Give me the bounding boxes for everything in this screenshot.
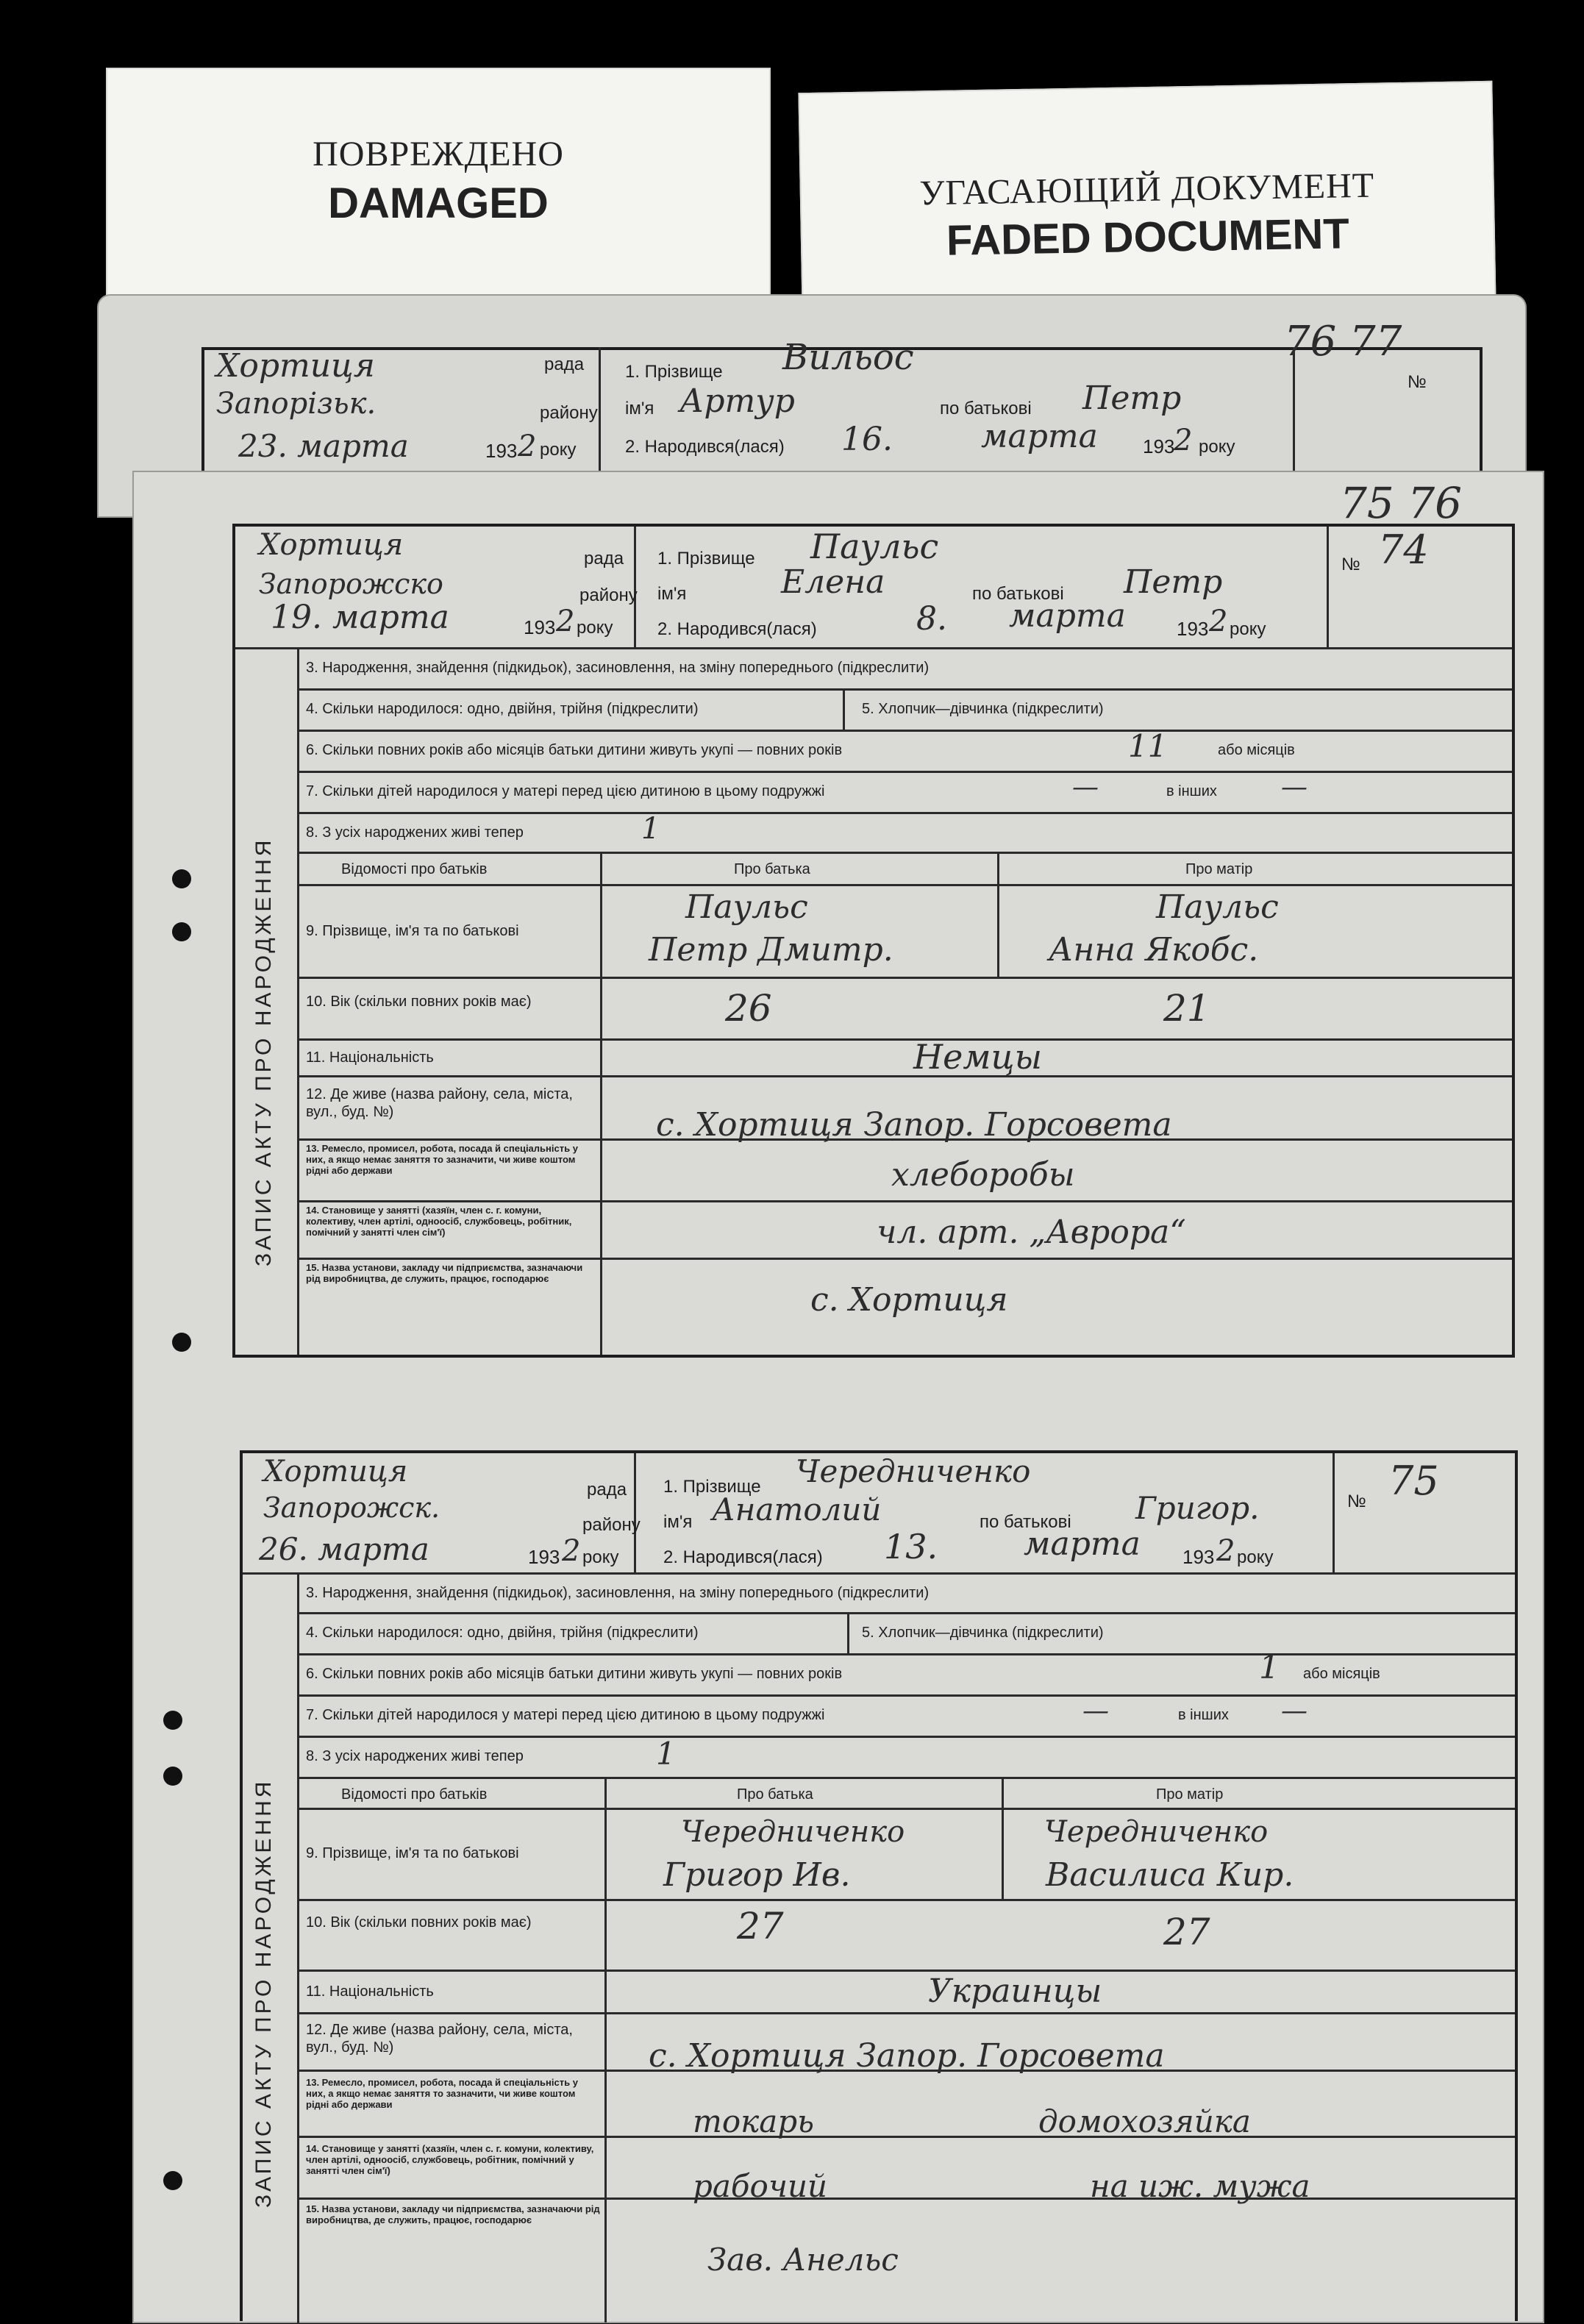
r1-name-label: ім'я	[657, 584, 687, 604]
punch-hole	[172, 922, 191, 941]
damaged-notice	[106, 68, 771, 321]
r1-mother-name-2: Анна Якобс.	[1049, 931, 1259, 969]
r2-father-name-2: Григор Ив.	[663, 1856, 851, 1894]
r2-raion-value: Запорожск.	[263, 1491, 440, 1524]
r2-surname-label: 1. Прізвище	[663, 1477, 761, 1497]
back-patronymic-label: по батькові	[940, 399, 1032, 418]
r2-born-month: марта	[1024, 1525, 1141, 1563]
r1-father-name-2: Петр Дмитр.	[649, 931, 893, 969]
punch-hole	[172, 869, 191, 888]
r1-roku-label: року	[577, 618, 613, 638]
r1-year-prefix: 193	[524, 616, 556, 638]
back-patronymic-value: Петр	[1082, 379, 1182, 417]
r1-row7: 7. Скільки дітей народилося у матері перед цією дитиною в цьому подружжі	[306, 783, 825, 799]
r2-rada-label: рада	[587, 1480, 627, 1500]
faded-notice	[798, 81, 1496, 316]
r1-position: чл. арт. „Аврора“	[877, 1213, 1186, 1251]
r2-year-digit: 2	[562, 1534, 581, 1568]
r2-nationality: Украинцы	[928, 1972, 1102, 2010]
back-born-year-digit: 2	[1174, 424, 1193, 457]
r1-surname-value: Паульс	[810, 527, 939, 566]
back-roku-label: року	[540, 440, 577, 460]
punch-hole	[163, 1767, 182, 1786]
r2-father-occupation: токарь	[693, 2103, 814, 2139]
back-rada-value: Хортиця	[216, 347, 375, 385]
r2-row14: 14. Становище у занятті (хазяїн, член с. г. комуни, колективу, член артілі, одноосіб, службовець, робітник, помічний у занятті член сім'ї)	[306, 2143, 594, 2176]
r2-col-info: Відомості про батьків	[341, 1786, 488, 1803]
r2-row11: 11. Національність	[306, 1983, 434, 2000]
r1-workplace: с. Хортиця	[810, 1281, 1008, 1319]
r1-residence: с. Хортиця Запор. Горсовета	[656, 1106, 1172, 1144]
r2-name-value: Анатолий	[712, 1491, 882, 1528]
r1-born-roku: року	[1230, 619, 1266, 639]
r2-row7: 7. Скільки дітей народилося у матері перед цією дитиною в цьому подружжі	[306, 1707, 825, 1723]
r1-row10: 10. Вік (скільки повних років має)	[306, 994, 532, 1010]
r1-born-month: марта	[1009, 597, 1126, 635]
r1-born-label: 2. Народився(лася)	[657, 619, 817, 639]
r1-row14: 14. Становище у занятті (хазяїн, член с. г. комуни, колективу, член артілі, одноосіб, службовець, робітник, помічний у занятті член сім'ї)	[306, 1205, 572, 1238]
r2-row13: 13. Ремесло, промисел, робота, посада й спеціальність у них, а якщо немає заняття то зазначити, чи живе коштом рідні або держави	[306, 2077, 578, 2110]
r2-mother-name-1: Чередниченко	[1044, 1815, 1269, 1849]
r1-rada-label: рада	[584, 549, 624, 568]
punch-hole	[163, 1711, 182, 1730]
back-name-value: Артур	[679, 382, 795, 420]
r1-year-digit: 2	[556, 605, 575, 638]
back-date-value: 23. марта	[238, 428, 409, 464]
r2-surname-value: Чередниченко	[796, 1453, 1031, 1489]
record-1-side-title: ЗАПИС АКТУ ПРО НАРОДЖЕННЯ	[251, 837, 276, 1266]
faded-notice-ru: УГАСАЮЩИЙ ДОКУМЕНТ	[919, 165, 1375, 213]
r1-number-label: №	[1341, 555, 1360, 574]
r2-mother-age: 27	[1163, 1911, 1210, 1953]
r1-number-value: 74	[1378, 527, 1429, 573]
r1-col-info: Відомості про батьків	[341, 861, 488, 877]
back-born-year-prefix: 193	[1143, 435, 1175, 457]
r2-row9: 9. Прізвище, ім'я та по батькові	[306, 1845, 519, 1861]
damaged-notice-en: DAMAGED	[328, 179, 549, 227]
r2-rada-value: Хортиця	[263, 1455, 408, 1489]
r2-row6: 6. Скільки повних років або місяців батьки дитини живуть укупі — повних років	[306, 1666, 843, 1682]
back-page-number: 76 77	[1284, 318, 1402, 366]
r1-rada-value: Хортиця	[259, 528, 404, 562]
r2-children-other: —	[1281, 1696, 1307, 1726]
r1-surname-label: 1. Прізвище	[657, 549, 755, 568]
r2-row4: 4. Скільки народилося: одно, двійня, трійня (підкреслити)	[306, 1625, 699, 1641]
back-born-roku: року	[1199, 437, 1235, 457]
r2-father-position: рабочий	[693, 2168, 828, 2204]
back-surname-label: 1. Прізвище	[625, 362, 723, 382]
back-born-month: марта	[981, 418, 1098, 455]
r1-children-other: —	[1281, 772, 1307, 802]
back-name-label: ім'я	[625, 399, 654, 418]
r1-patronymic-value: Петр	[1124, 563, 1223, 601]
back-rada-label: рада	[544, 354, 585, 374]
r2-row10: 10. Вік (скільки повних років має)	[306, 1914, 532, 1931]
r2-born-day: 13.	[884, 1527, 938, 1566]
r2-father-name-1: Чередниченко	[681, 1815, 905, 1849]
r1-raion-value: Запорожско	[259, 568, 443, 600]
r2-father-age: 27	[737, 1905, 784, 1947]
r1-row8: 8. З усіх народжених живі тепер	[306, 824, 524, 841]
r1-col-father: Про батька	[734, 861, 810, 877]
back-number-label: №	[1408, 372, 1427, 392]
r1-date-value: 19. марта	[271, 599, 449, 636]
back-born-day: 16.	[841, 421, 893, 458]
r2-mother-occupation: домохозяйка	[1038, 2103, 1251, 2139]
r1-raion-label: району	[579, 585, 638, 605]
r2-born-label: 2. Народився(лася)	[663, 1547, 823, 1567]
r2-col-father: Про батька	[737, 1786, 813, 1803]
r2-children-before: —	[1082, 1696, 1109, 1726]
r1-children-before: —	[1072, 772, 1099, 802]
r1-occupation: хлеборобы	[891, 1156, 1075, 1194]
punch-hole	[163, 2171, 182, 2190]
r2-raion-label: району	[582, 1515, 641, 1535]
record-2-box	[240, 1450, 1518, 2321]
r2-row5: 5. Хлопчик—дівчинка (підкреслити)	[862, 1625, 1104, 1641]
r2-col-mother: Про матір	[1156, 1786, 1224, 1803]
r1-row15: 15. Назва установи, закладу чи підприємства, зазначаючи рід виробництва, де служить, працює, господарює	[306, 1262, 583, 1284]
r2-born-year-digit: 2	[1216, 1534, 1235, 1568]
back-year-digit: 2	[518, 429, 537, 463]
r1-row5: 5. Хлопчик—дівчинка (підкреслити)	[862, 701, 1104, 717]
r2-years-together: 1	[1259, 1649, 1280, 1686]
damaged-notice-ru: ПОВРЕЖДЕНО	[313, 135, 564, 174]
r2-year-prefix: 193	[528, 1546, 560, 1568]
r1-row3: 3. Народження, знайдення (підкидьок), засиновлення, на зміну попереднього (підкреслити)	[306, 660, 930, 676]
r2-mother-name-2: Василиса Кир.	[1046, 1856, 1294, 1894]
r2-date-value: 26. марта	[259, 1531, 429, 1567]
r1-years-together: 11	[1128, 728, 1168, 764]
r1-name-value: Елена	[781, 563, 885, 601]
r2-born-roku: року	[1237, 1547, 1274, 1567]
r1-alive: 1	[641, 812, 660, 846]
r2-row15: 15. Назва установи, закладу чи підприємства, зазначаючи рід виробництва, де служить, працює, господарює	[306, 2203, 600, 2225]
r2-mother-position: на иж. мужа	[1090, 2168, 1310, 2204]
back-surname-value: Вильос	[782, 337, 914, 378]
r1-patronymic-label: по батькові	[972, 584, 1064, 604]
r1-nationality: Немцы	[913, 1037, 1043, 1077]
r2-row12: 12. Де живе (назва району, села, міста, вул., буд. №)	[306, 2022, 573, 2056]
r2-row8: 8. З усіх народжених живі тепер	[306, 1748, 524, 1764]
back-born-label: 2. Народився(лася)	[625, 437, 785, 457]
r1-row9: 9. Прізвище, ім'я та по батькові	[306, 923, 519, 939]
punch-hole	[172, 1333, 191, 1352]
faded-notice-en: FADED DOCUMENT	[946, 210, 1350, 265]
r1-born-day: 8.	[916, 600, 947, 638]
r1-row4: 4. Скільки народилося: одно, двійня, трійня (підкреслити)	[306, 701, 699, 717]
r1-mother-age: 21	[1163, 987, 1210, 1030]
r1-mother-name-1: Паульс	[1156, 888, 1279, 926]
back-raion-label: району	[540, 403, 598, 423]
r2-workplace: Зав. Анельс	[707, 2242, 899, 2278]
r2-number-label: №	[1347, 1491, 1366, 1511]
r2-name-label: ім'я	[663, 1512, 693, 1532]
r2-alive: 1	[656, 1736, 676, 1772]
r1-born-year-digit: 2	[1209, 605, 1228, 638]
r1-col-mother: Про матір	[1185, 861, 1253, 877]
back-raion-value: Запорізьк.	[216, 387, 377, 421]
front-page-number: 75 76	[1340, 478, 1463, 528]
r2-number-value: 75	[1388, 1458, 1439, 1504]
r1-born-year-prefix: 193	[1177, 618, 1209, 640]
record-2-side-title: ЗАПИС АКТУ ПРО НАРОДЖЕННЯ	[251, 1778, 276, 2208]
r1-father-age: 26	[725, 987, 772, 1030]
r1-row6b: або місяців	[1218, 742, 1295, 758]
r1-row6: 6. Скільки повних років або місяців батьки дитини живуть укупі — повних років	[306, 742, 843, 758]
r2-residence: с. Хортиця Запор. Горсовета	[649, 2037, 1165, 2075]
r2-row7b: в інших	[1178, 1707, 1229, 1723]
r1-row7b: в інших	[1166, 783, 1217, 799]
r1-row12: 12. Де живе (назва району, села, міста, вул., буд. №)	[306, 1086, 573, 1120]
r2-born-year-prefix: 193	[1182, 1546, 1215, 1568]
r2-roku-label: року	[582, 1547, 619, 1567]
back-year-prefix: 193	[485, 440, 518, 462]
front-page	[132, 471, 1544, 2323]
r2-patronymic-label: по батькові	[980, 1512, 1071, 1532]
r2-row3: 3. Народження, знайдення (підкидьок), засиновлення, на зміну попереднього (підкреслити)	[306, 1585, 930, 1601]
r1-row13: 13. Ремесло, промисел, робота, посада й спеціальність у них, а якщо немає заняття то зазначити, чи живе коштом рідні або держави	[306, 1143, 578, 1176]
r1-row11: 11. Національність	[306, 1049, 434, 1066]
r2-row6b: або місяців	[1303, 1666, 1380, 1682]
r2-patronymic-value: Григор.	[1135, 1490, 1260, 1526]
r1-father-name-1: Паульс	[685, 888, 808, 926]
